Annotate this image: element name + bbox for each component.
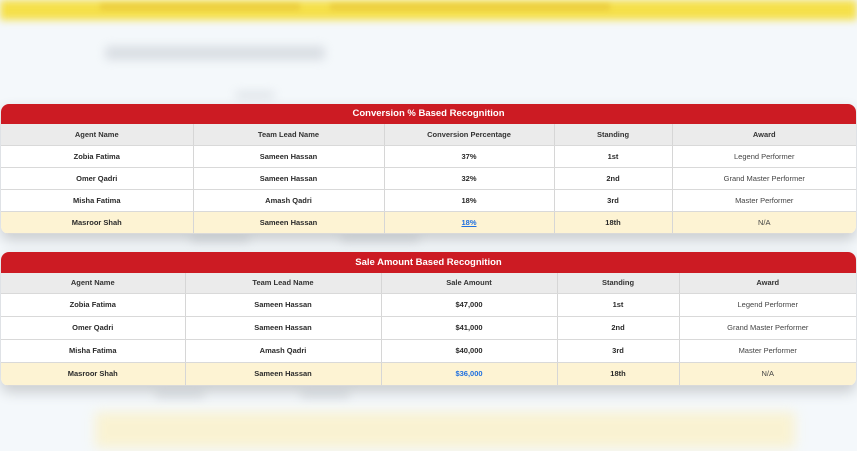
standing-cell: 18th [557,362,679,385]
sale-table-title: Sale Amount Based Recognition [1,252,856,273]
sale-amount-cell: $40,000 [381,339,557,362]
table-row-current-user [1,362,856,385]
column-header-award: Award [679,273,856,293]
background-text-blur [340,236,420,242]
column-header-agent-name: Agent Name [1,273,185,293]
agent-name-cell: Masroor Shah [1,211,193,233]
column-header-standing: Standing [557,273,679,293]
background-text-blur [235,92,275,98]
column-header-team-lead-name: Team Lead Name [193,124,384,145]
agent-name-cell: Omer Qadri [1,167,193,189]
column-header-sale-amount: Sale Amount [381,273,557,293]
award-cell: Master Performer [672,189,856,211]
column-header-agent-name: Agent Name [1,124,193,145]
standing-cell: 3rd [554,189,672,211]
conversion-table-grid [1,124,856,234]
conversion-percentage-cell: 37% [384,145,554,167]
team-lead-cell: Sameen Hassan [193,145,384,167]
sale-amount-cell: $41,000 [381,316,557,339]
background-top-bar [0,0,857,20]
background-bottom-band [95,412,795,448]
background-text-blur [300,392,350,398]
conversion-percentage-cell: 32% [384,167,554,189]
table-row [1,316,856,339]
award-cell: Master Performer [679,339,856,362]
team-lead-cell: Sameen Hassan [193,211,384,233]
agent-name-cell: Zobia Fatima [1,293,185,316]
table-row [1,167,856,189]
conversion-recognition-table [1,104,856,234]
award-cell: Legend Performer [672,145,856,167]
standing-cell: 18th [554,211,672,233]
column-header-team-lead-name: Team Lead Name [185,273,381,293]
award-cell: Grand Master Performer [679,316,856,339]
table-row-current-user [1,211,856,233]
agent-name-cell: Masroor Shah [1,362,185,385]
conversion-table-title: Conversion % Based Recognition [1,104,856,124]
standing-cell: 1st [557,293,679,316]
sale-amount-cell: $47,000 [381,293,557,316]
sale-table-grid [1,273,856,386]
team-lead-cell: Sameen Hassan [185,316,381,339]
award-cell: Grand Master Performer [672,167,856,189]
team-lead-cell: Sameen Hassan [193,167,384,189]
award-cell: Legend Performer [679,293,856,316]
background-stripe [330,4,610,10]
table-row [1,145,856,167]
standing-cell: 3rd [557,339,679,362]
conversion-percentage-cell: 18% [384,189,554,211]
award-cell: N/A [679,362,856,385]
conversion-percentage-link[interactable]: 18% [384,211,554,233]
team-lead-cell: Amash Qadri [185,339,381,362]
award-cell: N/A [672,211,856,233]
standing-cell: 2nd [557,316,679,339]
sale-amount-recognition-table [1,252,856,386]
table-header-row [1,273,856,293]
column-header-award: Award [672,124,856,145]
standing-cell: 1st [554,145,672,167]
team-lead-cell: Sameen Hassan [185,362,381,385]
table-row [1,339,856,362]
background-text-blur [190,236,250,242]
standing-cell: 2nd [554,167,672,189]
agent-name-cell: Omer Qadri [1,316,185,339]
team-lead-cell: Amash Qadri [193,189,384,211]
sale-amount-highlight-cell: $36,000 [381,362,557,385]
column-header-conversion-percentage: Conversion Percentage [384,124,554,145]
table-row [1,189,856,211]
table-header-row [1,124,856,145]
agent-name-cell: Zobia Fatima [1,145,193,167]
agent-name-cell: Misha Fatima [1,189,193,211]
column-header-standing: Standing [554,124,672,145]
table-row [1,293,856,316]
agent-name-cell: Misha Fatima [1,339,185,362]
team-lead-cell: Sameen Hassan [185,293,381,316]
background-stripe [100,4,300,10]
background-text-blur [155,392,205,398]
background-heading-blur [105,46,325,60]
